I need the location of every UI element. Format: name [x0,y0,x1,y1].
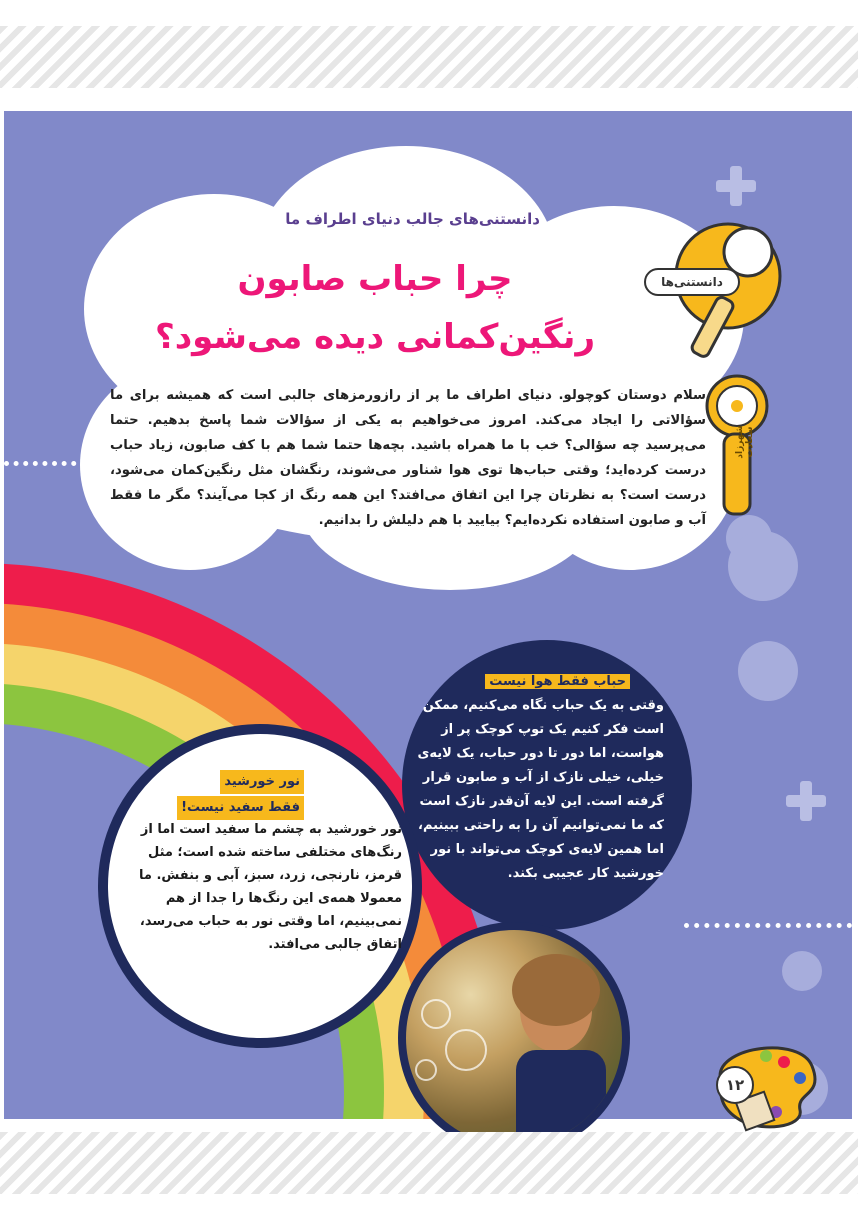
bubble-fact-text: وقتی به یک حباب نگاه می‌کنیم، ممکن است فکر کنیم یک توپ کوچک پر از هواست، اما دور تا دور حباب، یک لایه‌ی خیلی، خیلی نازک از آب و صابون قرار گرفته است. این لایه آن‌قدر نازک است که ما نمی‌توانیم آن را به راحتی ببینیم، اما همین لایه‌ی کوچک می‌تواند با نور خورشید کار عجیبی بکند. [417,698,664,881]
sunlight-fact-heading: نور خورشید فقط سفید نیست! [150,768,304,820]
author-tag: شهرزاد سعادت [735,425,755,459]
page-subtitle: دانستنی‌های جالب دنیای اطراف ما [285,210,540,228]
title-line-1: چرا حباب صابون [237,259,513,299]
intro-paragraph: سلام دوستان کوچولو. دنیای اطراف ما پر از رازورمزهای جالبی است که همیشه برای ما سؤالاتی را ایجاد می‌کند. امروز می‌خواهیم به یکی از سؤالات شما پاسخ بدهیم. حتما می‌پرسید چه سؤالی؟ خب با ما همراه باشید. بچه‌ها حتما شما هم با کف صابون، زیاد حباب درست کرده‌اید؛ وقتی حباب‌ها توی هوا شناور می‌شوند، رنگشان مثل رنگین‌کمان می‌شود، درست است؟ به نظرتان چرا این اتفاق می‌افتد؟ این همه رنگ از کجا می‌آیند؟ مگر ما فقط آب و صابون استفاده نکرده‌ایم؟ بیایید با هم دلیلش را بدانیم. [110,388,706,528]
title-line-2: رنگین‌کمانی دیده می‌شود؟ [154,317,596,357]
bubble-fact-heading: حباب فقط هوا نیست [410,670,630,689]
top-stripe-band [0,26,858,88]
sunlight-fact-text: نور خورشید به چشم ما سفید است اما از رنگ‌های مختلفی ساخته شده است؛ مثل قرمز، نارنجی، زرد، سبز، آبی و بنفش. ما معمولا همه‌ی این رنگ‌ها را جدا از هم نمی‌بینیم، اما وقتی نور به حباب می‌رسد، اتفاق جالبی می‌افتد. [139,822,402,952]
page-number: ۱۲ [716,1066,754,1104]
bottom-stripe-band [0,1132,858,1194]
section-badge: دانستنی‌ها [644,268,740,296]
page-title [140,250,610,366]
child-blowing-bubbles-photo [398,922,630,1154]
